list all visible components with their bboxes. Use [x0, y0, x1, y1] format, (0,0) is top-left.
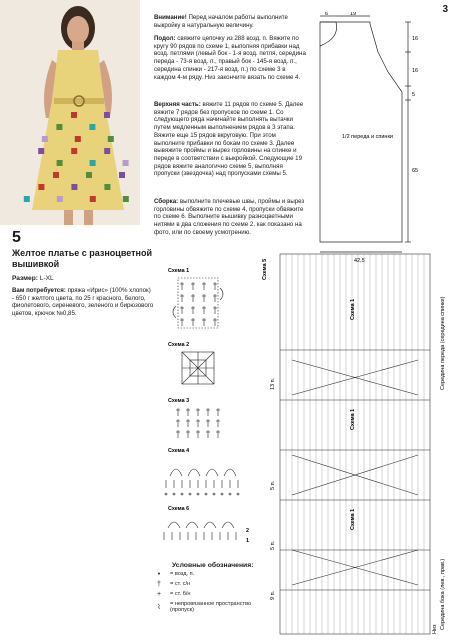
- scheme-1-upper-label: Схема 1: [350, 298, 356, 320]
- legend-symbol: +: [156, 590, 162, 598]
- legend-text: = ст. б/н: [170, 591, 191, 597]
- legend-item: [148, 589, 268, 599]
- chain-dot: [205, 493, 207, 495]
- legend-item: [148, 569, 268, 579]
- front-center-label: Середина переда (середина спинки): [440, 296, 446, 390]
- chain-dot: [173, 493, 175, 495]
- scheme-5-chart: [262, 250, 458, 638]
- dress-square: [71, 112, 77, 118]
- size-value: L-XL: [39, 275, 54, 282]
- chain-dot: [181, 493, 183, 495]
- arch-mark: [206, 469, 218, 476]
- legend: [148, 562, 268, 615]
- dress-square: [71, 148, 77, 154]
- upper-label: Верхняя часть:: [154, 101, 201, 108]
- rows-5b-label: 5 п.: [270, 540, 276, 550]
- dress-square: [89, 124, 95, 130]
- dress-square: [104, 112, 110, 118]
- assembly-text: выполните плечевые швы, проймы и вырез горловины обвяжите по схеме 4, пропуски обвяжите по схеме 6. Выполните вышивку разноцветными нитями в два сложения по схеме 2, как показано на фото, или по своему усмотрению.: [154, 198, 305, 236]
- side-center-label: Середина бока (лев., прав.): [440, 558, 446, 630]
- dim-right-2: 16: [412, 68, 419, 74]
- legend-text: = ст. с/н: [170, 581, 191, 587]
- arch-mark: [186, 522, 198, 528]
- hem-label: Низ: [432, 624, 438, 634]
- dress-square: [57, 196, 63, 202]
- size-line: [12, 275, 54, 282]
- dress-square: [104, 184, 110, 190]
- dress-square: [56, 124, 62, 130]
- scheme-4-diagram: [165, 469, 239, 495]
- neckline: [320, 22, 337, 46]
- dress-square: [123, 160, 129, 166]
- chain-dot: [229, 493, 231, 495]
- chain-dot: [189, 493, 191, 495]
- scheme-1-middle-label: Схема 1: [350, 408, 356, 430]
- dress-square: [53, 172, 59, 178]
- legend-text: = возд. п.: [170, 571, 195, 577]
- chain-dot: [165, 493, 167, 495]
- scheme-6-diagram: [164, 522, 236, 540]
- dim-top-a: 6: [325, 12, 329, 17]
- scheme-5-label: Схема 5: [262, 258, 268, 280]
- pattern-outline: [320, 22, 402, 242]
- dress-square: [38, 148, 44, 154]
- rows-9-label: 9 п.: [270, 590, 276, 600]
- dim-bottom: 42,5: [354, 258, 365, 264]
- scheme-4-label: Схема 4: [168, 448, 190, 454]
- turn-arrow: [173, 306, 176, 318]
- dress-square: [24, 196, 30, 202]
- dress-square: [71, 184, 77, 190]
- dress-square: [90, 196, 96, 202]
- dress-square: [42, 136, 48, 142]
- chain-dot: [221, 493, 223, 495]
- legend-symbol: ⌇: [157, 604, 161, 611]
- dress-square: [86, 172, 92, 178]
- size-label: Размер:: [12, 275, 38, 282]
- hem-paragraph: [154, 35, 306, 81]
- dress-square: [104, 148, 110, 154]
- dress-square: [90, 160, 96, 166]
- dress-square: [75, 136, 81, 142]
- arch-mark: [170, 469, 182, 476]
- scheme-6-arrow-2: 2: [246, 528, 249, 534]
- scheme-2-diagram: [182, 352, 214, 384]
- scheme-3-diagram: [176, 408, 220, 438]
- dress-square: [119, 172, 125, 178]
- dress-square: [57, 160, 63, 166]
- dress-square: [108, 136, 114, 142]
- page-number: 3: [442, 4, 448, 15]
- legend-symbol: •: [157, 570, 161, 578]
- chain-dot: [237, 493, 239, 495]
- assembly-label: Сборка:: [154, 198, 179, 205]
- arch-mark: [222, 522, 234, 528]
- scheme-1-lower-label: Схема 1: [350, 508, 356, 530]
- hem-label: Подол:: [154, 35, 176, 42]
- model-photo: [0, 0, 140, 225]
- materials-label: Вам потребуется:: [12, 287, 66, 294]
- dress-square: [38, 184, 44, 190]
- dim-right-4: 65: [412, 168, 419, 174]
- rows-5a-label: 5 п.: [270, 480, 276, 490]
- dim-right-3: 5: [412, 92, 416, 98]
- hem-text: свяжите цепочку из 288 возд. п. Вяжите по кругу 90 рядов по схеме 1, выполняя прибавки над возд. петлями (левый бок - 1-я возд. петля, середина переда - 73-я возд. п., правый бок - 145-я возд. п., середина спинки - 217-я возд. п.) по схеме 3 в каждом 4-м ряду. Низ закончите вязать по схеме 4.: [154, 35, 306, 81]
- arch-mark: [204, 522, 216, 528]
- dress-square: [123, 196, 129, 202]
- half-label: 1/2 переда и спинки: [342, 134, 393, 140]
- upper-text: вяжите 11 рядов по схеме 5. Далее вяжите 7 рядов без пропусков по схеме 1. Со следующего ряда начинайте выполнять вытачки путем медленным выполнением рядов в 3 этапа. Вяжите еще 15 рядов вкруговую. При этом выполните прибавки по бокам по схеме 3. Далее вывяжите проймы и вырез горловины на спинке и переде в соответствии с выкройкой. Следующие 19 рядов вяжите аналогично схеме 5, выполняя пропуски (звездочка) над пропусками схемы 5.: [154, 101, 304, 178]
- attention-text: Перед началом работы выполните выкройку в натуральную величину.: [154, 14, 288, 29]
- dim-top-b: 19: [350, 12, 357, 17]
- scheme-6-arrow-1: 1: [246, 538, 249, 544]
- legend-title: Условные обозначения:: [172, 562, 254, 569]
- scheme-3-label: Схема 3: [168, 398, 190, 404]
- assembly-paragraph: [154, 198, 306, 237]
- legend-item: [148, 599, 268, 615]
- model-title: Желтое платье с разноцветной вышивкой: [12, 248, 152, 269]
- attention-label: Внимание!: [154, 14, 187, 21]
- model-number: 5: [12, 229, 21, 246]
- scheme-6-label: Схема 6: [168, 506, 190, 512]
- schemes-area: [148, 266, 268, 566]
- scheme-2-label: Схема 2: [168, 342, 190, 348]
- materials-text: пряжа «Ирис» (100% хлопок) - 650 г желтого цвета, по 25 г красного, белого, фиолетового, сиреневого, зеленого и бирюзового цветов, крючок №0,85.: [12, 287, 154, 318]
- scheme-1-label: Схема 1: [168, 268, 190, 274]
- turn-arrow: [220, 288, 223, 300]
- arch-mark: [224, 469, 236, 476]
- legend-symbol: †: [157, 580, 161, 588]
- pattern-piece: [312, 12, 452, 274]
- chain-dot: [213, 493, 215, 495]
- scheme-1-diagram: [173, 278, 223, 328]
- legend-text: = непровязанное пространство (пропуск): [170, 601, 252, 613]
- rows-13-label: 13 п.: [270, 377, 276, 390]
- chain-dot: [197, 493, 199, 495]
- materials: [12, 287, 154, 318]
- arch-mark: [168, 522, 180, 528]
- arch-mark: [188, 469, 200, 476]
- upper-paragraph: [154, 101, 306, 178]
- dim-right-1: 16: [412, 36, 419, 42]
- attention-paragraph: [154, 14, 306, 29]
- legend-item: [148, 579, 268, 589]
